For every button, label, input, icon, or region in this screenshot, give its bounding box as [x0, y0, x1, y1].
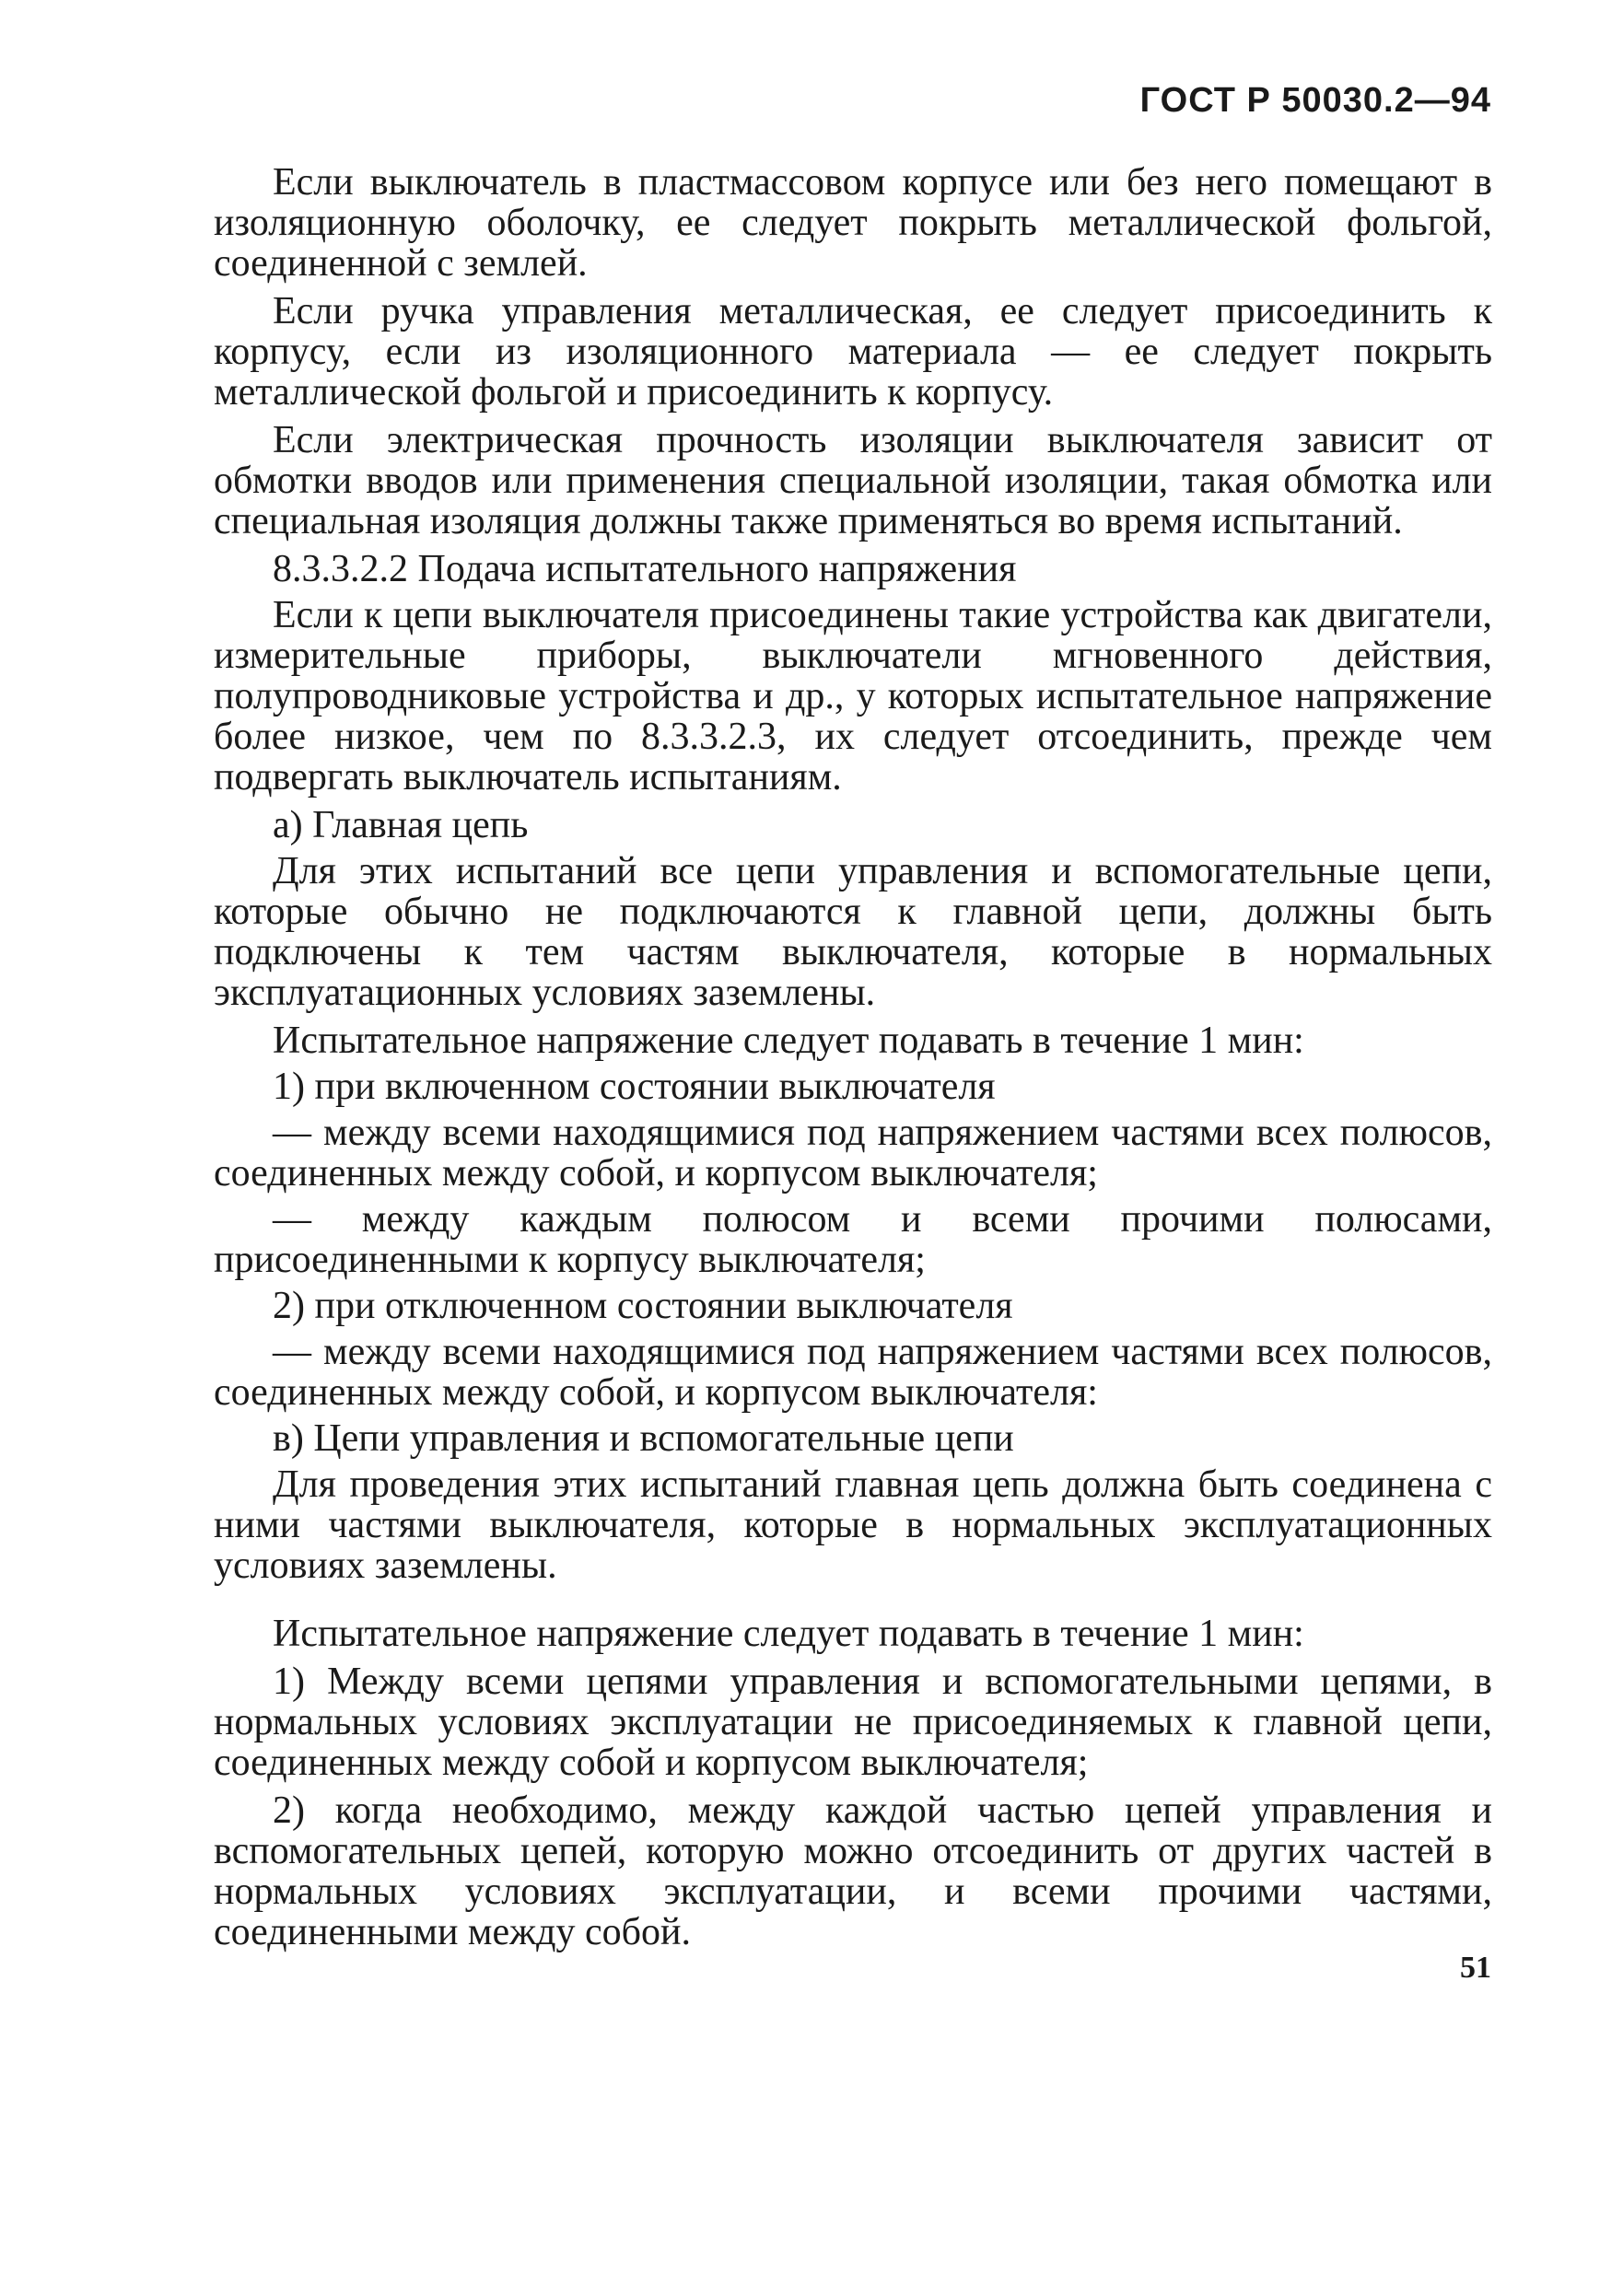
- paragraph-main-circuit-connection: Для этих испытаний все цепи управления и вспомогательные цепи, которые обычно не подключаются к главной цепи, должны быть подключены к тем частям выключателя, которые в нормальных эксплуатационных условиях заземлены.: [214, 850, 1492, 1014]
- paragraph-foil-casing: Если выключатель в пластмассовом корпусе или без него помещают в изоляционную оболочку, ее следует покрыть металлической фольгой, соединенной с землей.: [214, 161, 1492, 285]
- list-item-control-circuits-2: 2) когда необходимо, между каждой частью цепей управления и вспомогательных цепей, которую можно отсоединить от других частей в нормальных условиях эксплуатации, и всеми прочими частями, соединенными между собой.: [214, 1789, 1492, 1953]
- paragraph-apply-voltage-2: Испытательное напряжение следует подавать в течение 1 мин:: [273, 1613, 1304, 1655]
- list-item-dash-each-pole: — между каждым полюсом и всеми прочими полюсами, присоединенными к корпусу выключателя;: [214, 1198, 1492, 1281]
- list-item-dash-open-poles: — между всеми находящимися под напряжением частями всех полюсов, соединенных между собой, и корпусом выключателя:: [214, 1331, 1492, 1414]
- paragraph-insulation-strength: Если электрическая прочность изоляции выключателя зависит от обмотки вводов или применения специальной изоляции, такая обмотка или специальная изоляция должны также применяться во время испытаний.: [214, 419, 1492, 542]
- list-item-closed-state: 1) при включенном состоянии выключателя: [273, 1066, 996, 1108]
- paragraph-apply-voltage-1: Испытательное напряжение следует подавать в течение 1 мин:: [273, 1020, 1304, 1062]
- list-item-open-state: 2) при отключенном состоянии выключателя: [273, 1285, 1013, 1327]
- document-code-header: ГОСТ Р 50030.2—94: [1139, 81, 1491, 120]
- list-item-dash-all-poles: — между всеми находящимися под напряжением частями всех полюсов, соединенных между собой, и корпусом выключателя;: [214, 1112, 1492, 1195]
- page-body: [214, 162, 1492, 1960]
- subsection-heading-control-circuits: в) Цепи управления и вспомогательные цепи: [273, 1417, 1014, 1460]
- page-number: 51: [1460, 1951, 1491, 1985]
- paragraph-control-handle: Если ручка управления металлическая, ее следует присоединить к корпусу, если из изоляционного материала — ее следует покрыть металлической фольгой и присоединить к корпусу.: [214, 290, 1492, 414]
- paragraph-control-circuits-test: Для проведения этих испытаний главная цепь должна быть соединена с ними частями выключателя, которые в нормальных эксплуатационных условиях заземлены.: [214, 1463, 1492, 1587]
- paragraph-disconnect-devices: Если к цепи выключателя присоединены такие устройства как двигатели, измерительные приборы, выключатели мгновенного действия, полупроводниковые устройства и др., у которых испытательное напряжение более низкое, чем по 8.3.3.2.3, их следует отсоединить, прежде чем подвергать выключатель испытаниям.: [214, 594, 1492, 798]
- section-heading-test-voltage: 8.3.3.2.2 Подача испытательного напряжения: [273, 548, 1017, 590]
- subsection-heading-main-circuit: а) Главная цепь: [273, 804, 529, 846]
- list-item-control-circuits-1: 1) Между всеми цепями управления и вспомогательными цепями, в нормальных условиях эксплуатации не присоединяемых к главной цепи, соединенных между собой и корпусом выключателя;: [214, 1661, 1492, 1784]
